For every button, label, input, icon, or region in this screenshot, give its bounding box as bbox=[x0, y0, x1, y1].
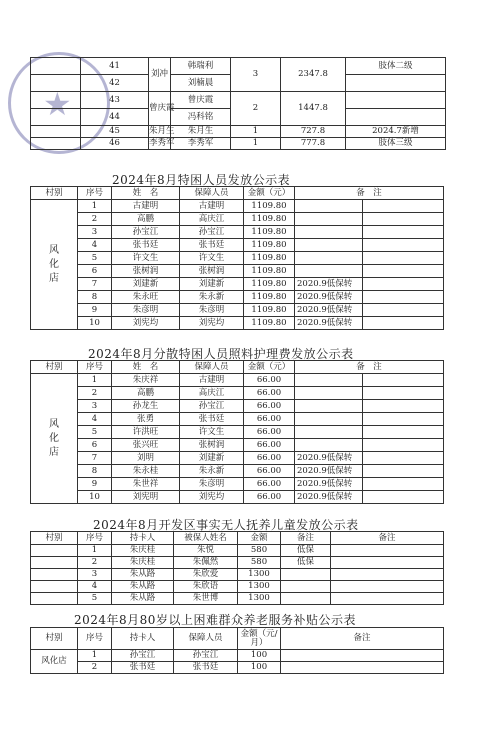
row-46-amount: 777.8 bbox=[281, 138, 346, 150]
row-46-person: 李秀军 bbox=[171, 138, 231, 150]
table2-cell-name: 刘宪明 bbox=[112, 491, 180, 504]
table2-cell-amount: 66.00 bbox=[244, 387, 295, 400]
table2-cell-person: 许文生 bbox=[180, 426, 244, 439]
table2-cell-note bbox=[295, 439, 363, 452]
table1-cell-person: 张书廷 bbox=[180, 239, 244, 252]
table1-header-village: 村别 bbox=[31, 187, 78, 200]
table2-cell-person: 高庆江 bbox=[180, 387, 244, 400]
table3-cell-village bbox=[31, 581, 78, 593]
table1-cell-no: 7 bbox=[78, 278, 112, 291]
table2-cell-amount: 66.00 bbox=[244, 374, 295, 387]
table2-cell-no: 6 bbox=[78, 439, 112, 452]
table1-cell-person: 古建明 bbox=[180, 200, 244, 213]
table3-cell-no: 3 bbox=[78, 569, 112, 581]
table2-header-person: 保障人员 bbox=[180, 361, 244, 374]
table2-cell-name: 张兴旺 bbox=[112, 439, 180, 452]
table2-header-amount: 金额（元） bbox=[244, 361, 295, 374]
table-row bbox=[31, 465, 444, 478]
table2-cell-amount: 66.00 bbox=[244, 439, 295, 452]
table-row bbox=[31, 557, 444, 569]
table2-cell-name: 孙龙生 bbox=[112, 400, 180, 413]
table2-cell-person: 朱彦明 bbox=[180, 478, 244, 491]
table3-header-note2: 备注 bbox=[331, 532, 444, 545]
table1-cell-no: 8 bbox=[78, 291, 112, 304]
table-row bbox=[31, 226, 444, 239]
table2-cell-person: 刘建新 bbox=[180, 452, 244, 465]
table2-header-village: 村别 bbox=[31, 361, 78, 374]
table4-header-amount: 金额（元/月） bbox=[238, 628, 281, 650]
table1-cell-no: 3 bbox=[78, 226, 112, 239]
table3-cell-note bbox=[281, 581, 331, 593]
table-row bbox=[31, 545, 444, 557]
table1-cell-note: 2020.9低保转 bbox=[295, 291, 363, 304]
row-41-no: 41 bbox=[81, 58, 149, 75]
table-row bbox=[31, 581, 444, 593]
table1-cell-name: 许文生 bbox=[112, 252, 180, 265]
table2-cell-person: 张书廷 bbox=[180, 413, 244, 426]
row-42-person: 刘楠晨 bbox=[171, 75, 231, 92]
row-43-amount: 1447.8 bbox=[281, 92, 346, 126]
row-41-village bbox=[31, 58, 81, 75]
table3-cell-extra bbox=[331, 569, 444, 581]
table-row bbox=[31, 278, 444, 291]
table2-cell-person: 孙宝江 bbox=[180, 400, 244, 413]
table4-header-holder: 持卡人 bbox=[112, 628, 174, 650]
table3-cell-person: 朱欣爱 bbox=[174, 569, 238, 581]
table2-cell-no: 8 bbox=[78, 465, 112, 478]
table3-cell-amount: 580 bbox=[238, 545, 281, 557]
table-row bbox=[31, 252, 444, 265]
table4-title: 2024年8月80岁以上困难群众养老服务补贴公示表 bbox=[74, 613, 356, 627]
row-44-no: 44 bbox=[81, 109, 149, 126]
table4-cell-amount: 100 bbox=[238, 662, 281, 674]
table1-header-amount: 金额（元） bbox=[244, 187, 295, 200]
table1-cell-no: 4 bbox=[78, 239, 112, 252]
table-row bbox=[31, 569, 444, 581]
table1-cell-note: 2020.9低保转 bbox=[295, 278, 363, 291]
table4-header-no: 序号 bbox=[78, 628, 112, 650]
table-row bbox=[31, 387, 444, 400]
table1-cell-amount: 1109.80 bbox=[244, 239, 295, 252]
table1-cell-extra bbox=[363, 291, 444, 304]
table2-cell-extra bbox=[363, 387, 444, 400]
table1-special-hardship bbox=[30, 186, 444, 330]
table3-cell-holder: 朱从路 bbox=[112, 593, 174, 605]
table2-cell-no: 7 bbox=[78, 452, 112, 465]
table2-cell-no: 10 bbox=[78, 491, 112, 504]
table-row bbox=[31, 239, 444, 252]
table2-cell-amount: 66.00 bbox=[244, 413, 295, 426]
row-41-note: 肢体二级 bbox=[346, 58, 446, 75]
table4-elderly-subsidy bbox=[30, 627, 444, 674]
table1-cell-no: 10 bbox=[78, 317, 112, 330]
table1-cell-amount: 1109.80 bbox=[244, 200, 295, 213]
table1-cell-extra bbox=[363, 278, 444, 291]
table2-cell-no: 9 bbox=[78, 478, 112, 491]
table2-cell-amount: 66.00 bbox=[244, 400, 295, 413]
table-row bbox=[31, 478, 444, 491]
table2-cell-note bbox=[295, 387, 363, 400]
table4-village: 风化店 bbox=[31, 650, 78, 674]
table1-cell-extra bbox=[363, 252, 444, 265]
table2-cell-person: 刘宪均 bbox=[180, 491, 244, 504]
table1-cell-amount: 1109.80 bbox=[244, 252, 295, 265]
table3-title: 2024年8月开发区事实无人抚养儿童发放公示表 bbox=[93, 518, 359, 532]
table1-cell-no: 2 bbox=[78, 213, 112, 226]
table3-cell-no: 5 bbox=[78, 593, 112, 605]
table-row bbox=[31, 374, 444, 387]
row-41-count: 3 bbox=[231, 58, 281, 92]
table2-cell-person: 张树润 bbox=[180, 439, 244, 452]
table2-title: 2024年8月分散特困人员照料护理费发放公示表 bbox=[88, 347, 354, 361]
table1-header-person: 保障人员 bbox=[180, 187, 244, 200]
table3-cell-note bbox=[281, 593, 331, 605]
table2-cell-name: 刘明 bbox=[112, 452, 180, 465]
table4-header-person: 保障人员 bbox=[174, 628, 238, 650]
table1-cell-person: 朱彦明 bbox=[180, 304, 244, 317]
table1-cell-no: 6 bbox=[78, 265, 112, 278]
row-43-holder: 曾庆霞 bbox=[149, 92, 171, 126]
table1-cell-name: 朱彦明 bbox=[112, 304, 180, 317]
table2-cell-amount: 66.00 bbox=[244, 452, 295, 465]
table3-cell-amount: 1300 bbox=[238, 581, 281, 593]
table2-cell-note: 2020.9低保转 bbox=[295, 478, 363, 491]
table1-cell-extra bbox=[363, 265, 444, 278]
table4-header-village: 村别 bbox=[31, 628, 78, 650]
table2-cell-note: 2020.9低保转 bbox=[295, 465, 363, 478]
table1-cell-note bbox=[295, 200, 363, 213]
table2-cell-name: 许洪旺 bbox=[112, 426, 180, 439]
table1-cell-note: 2020.9低保转 bbox=[295, 304, 363, 317]
table3-header-no: 序号 bbox=[78, 532, 112, 545]
table-row bbox=[31, 400, 444, 413]
table1-cell-extra bbox=[363, 226, 444, 239]
table1-cell-extra bbox=[363, 239, 444, 252]
table3-cell-person: 朱悦 bbox=[174, 545, 238, 557]
table1-cell-amount: 1109.80 bbox=[244, 317, 295, 330]
table2-village: 风化店 bbox=[31, 374, 78, 504]
table2-cell-extra bbox=[363, 465, 444, 478]
table2-cell-note bbox=[295, 426, 363, 439]
table3-cell-amount: 580 bbox=[238, 557, 281, 569]
star-icon: ★ bbox=[43, 85, 72, 123]
table1-cell-name: 古建明 bbox=[112, 200, 180, 213]
table2-cell-note: 2020.9低保转 bbox=[295, 491, 363, 504]
table1-cell-amount: 1109.80 bbox=[244, 226, 295, 239]
table2-cell-extra bbox=[363, 478, 444, 491]
table-row bbox=[31, 413, 444, 426]
table-row bbox=[31, 439, 444, 452]
table4-cell-person: 孙宝江 bbox=[174, 650, 238, 662]
table1-cell-amount: 1109.80 bbox=[244, 278, 295, 291]
top-continuation-table bbox=[30, 57, 446, 150]
row-46-no: 46 bbox=[81, 138, 149, 150]
table3-unsupported-children bbox=[30, 531, 444, 605]
table-row bbox=[31, 304, 444, 317]
table1-cell-name: 朱永旺 bbox=[112, 291, 180, 304]
table3-cell-amount: 1300 bbox=[238, 569, 281, 581]
table2-cell-no: 2 bbox=[78, 387, 112, 400]
table3-cell-note bbox=[281, 569, 331, 581]
row-46-holder: 李秀军 bbox=[149, 138, 175, 149]
row-41-person: 韩瑞利 bbox=[171, 58, 231, 75]
table2-cell-note bbox=[295, 413, 363, 426]
row-45-no: 45 bbox=[81, 126, 149, 138]
table1-header-note: 备 注 bbox=[295, 187, 444, 200]
table4-cell-no: 1 bbox=[78, 650, 112, 662]
table3-header-note1: 备注 bbox=[281, 532, 331, 545]
row-43-count: 2 bbox=[231, 92, 281, 126]
table-row bbox=[31, 213, 444, 226]
table1-cell-amount: 1109.80 bbox=[244, 213, 295, 226]
table3-cell-holder: 朱庆桂 bbox=[112, 545, 174, 557]
table2-cell-extra bbox=[363, 426, 444, 439]
table4-cell-amount: 100 bbox=[238, 650, 281, 662]
table-row bbox=[31, 426, 444, 439]
table1-cell-name: 高鹏 bbox=[112, 213, 180, 226]
table3-cell-village bbox=[31, 545, 78, 557]
table1-cell-extra bbox=[363, 213, 444, 226]
table-row bbox=[31, 265, 444, 278]
table4-cell-no: 2 bbox=[78, 662, 112, 674]
table-row bbox=[31, 452, 444, 465]
table1-cell-no: 9 bbox=[78, 304, 112, 317]
table3-cell-amount: 1300 bbox=[238, 593, 281, 605]
table2-cell-note: 2020.9低保转 bbox=[295, 452, 363, 465]
table3-cell-extra bbox=[331, 557, 444, 569]
table2-cell-amount: 66.00 bbox=[244, 491, 295, 504]
table3-cell-extra bbox=[331, 545, 444, 557]
table3-cell-extra bbox=[331, 593, 444, 605]
table-row bbox=[31, 491, 444, 504]
table3-cell-no: 1 bbox=[78, 545, 112, 557]
table2-cell-amount: 66.00 bbox=[244, 465, 295, 478]
table2-cell-amount: 66.00 bbox=[244, 426, 295, 439]
table4-cell-note bbox=[281, 662, 444, 674]
table1-cell-extra bbox=[363, 317, 444, 330]
table2-cell-extra bbox=[363, 400, 444, 413]
table3-cell-extra bbox=[331, 581, 444, 593]
table4-cell-note bbox=[281, 650, 444, 662]
table-row bbox=[31, 291, 444, 304]
table1-cell-name: 张书廷 bbox=[112, 239, 180, 252]
table3-cell-no: 4 bbox=[78, 581, 112, 593]
table2-header-note: 备 注 bbox=[295, 361, 444, 374]
table3-cell-holder: 朱从路 bbox=[112, 569, 174, 581]
table2-cell-note bbox=[295, 400, 363, 413]
table2-cell-extra bbox=[363, 374, 444, 387]
table1-cell-note bbox=[295, 252, 363, 265]
table1-cell-note bbox=[295, 265, 363, 278]
table2-cell-no: 3 bbox=[78, 400, 112, 413]
table1-cell-note bbox=[295, 226, 363, 239]
table3-header-village: 村别 bbox=[31, 532, 78, 545]
table-row bbox=[31, 593, 444, 605]
table4-cell-person: 张书廷 bbox=[174, 662, 238, 674]
table1-cell-person: 高庆江 bbox=[180, 213, 244, 226]
table-row bbox=[31, 200, 444, 213]
table2-cell-extra bbox=[363, 452, 444, 465]
table3-cell-village bbox=[31, 557, 78, 569]
table1-cell-note bbox=[295, 213, 363, 226]
row-41-amount: 2347.8 bbox=[281, 58, 346, 92]
table3-cell-no: 2 bbox=[78, 557, 112, 569]
table1-cell-name: 张树润 bbox=[112, 265, 180, 278]
table2-cell-name: 朱世祥 bbox=[112, 478, 180, 491]
row-45-holder: 朱月生 bbox=[149, 126, 175, 137]
table2-cell-no: 1 bbox=[78, 374, 112, 387]
table1-cell-person: 刘宪均 bbox=[180, 317, 244, 330]
table1-cell-person: 朱永新 bbox=[180, 291, 244, 304]
table2-cell-note bbox=[295, 374, 363, 387]
table3-cell-holder: 朱从路 bbox=[112, 581, 174, 593]
table3-header-amount: 金额 bbox=[238, 532, 281, 545]
table2-header-name: 姓 名 bbox=[112, 361, 180, 374]
row-46-count: 1 bbox=[231, 138, 281, 150]
row-46-note: 肢体三级 bbox=[346, 138, 446, 150]
table2-cell-extra bbox=[363, 413, 444, 426]
row-45-amount: 727.8 bbox=[281, 126, 346, 138]
table2-cell-name: 高鹏 bbox=[112, 387, 180, 400]
table1-cell-amount: 1109.80 bbox=[244, 291, 295, 304]
table1-cell-name: 刘建新 bbox=[112, 278, 180, 291]
table-row bbox=[31, 662, 444, 674]
table3-cell-holder: 朱庆桂 bbox=[112, 557, 174, 569]
table4-cell-holder: 张书廷 bbox=[112, 662, 174, 674]
table1-cell-amount: 1109.80 bbox=[244, 265, 295, 278]
table3-cell-person: 朱世博 bbox=[174, 593, 238, 605]
table2-cell-amount: 66.00 bbox=[244, 478, 295, 491]
table4-header-note: 备注 bbox=[281, 628, 444, 650]
table1-cell-name: 孙宝江 bbox=[112, 226, 180, 239]
table-row bbox=[31, 650, 444, 662]
table2-cell-person: 朱永新 bbox=[180, 465, 244, 478]
table1-cell-person: 许文生 bbox=[180, 252, 244, 265]
table1-cell-note bbox=[295, 239, 363, 252]
table1-village: 风化店 bbox=[31, 200, 78, 330]
row-41-holder: 刘冲 bbox=[149, 58, 171, 92]
table3-cell-village bbox=[31, 593, 78, 605]
table2-cell-person: 古建明 bbox=[180, 374, 244, 387]
table3-header-holder: 持卡人 bbox=[112, 532, 174, 545]
table1-cell-person: 孙宝江 bbox=[180, 226, 244, 239]
table3-header-person: 被保人姓名 bbox=[174, 532, 238, 545]
table4-cell-holder: 孙宝江 bbox=[112, 650, 174, 662]
table1-cell-extra bbox=[363, 200, 444, 213]
row-45-note: 2024.7新增 bbox=[346, 126, 446, 138]
table2-cell-no: 5 bbox=[78, 426, 112, 439]
table-row bbox=[31, 317, 444, 330]
table3-cell-note: 低保 bbox=[281, 545, 331, 557]
table1-cell-name: 刘宪均 bbox=[112, 317, 180, 330]
table2-cell-no: 4 bbox=[78, 413, 112, 426]
table2-cell-name: 朱永桂 bbox=[112, 465, 180, 478]
table3-cell-note: 低保 bbox=[281, 557, 331, 569]
table3-cell-person: 朱欣语 bbox=[174, 581, 238, 593]
table2-cell-extra bbox=[363, 491, 444, 504]
table2-header-no: 序号 bbox=[78, 361, 112, 374]
table1-cell-no: 1 bbox=[78, 200, 112, 213]
table1-cell-extra bbox=[363, 304, 444, 317]
table1-cell-amount: 1109.80 bbox=[244, 304, 295, 317]
row-45-count: 1 bbox=[231, 126, 281, 138]
table1-cell-no: 5 bbox=[78, 252, 112, 265]
table2-cell-name: 张勇 bbox=[112, 413, 180, 426]
row-44-person: 冯科铭 bbox=[171, 109, 231, 126]
table1-header-name: 姓 名 bbox=[112, 187, 180, 200]
row-43-no: 43 bbox=[81, 92, 149, 109]
table1-cell-person: 刘建新 bbox=[180, 278, 244, 291]
table3-cell-person: 朱佩然 bbox=[174, 557, 238, 569]
row-43-person: 曾庆霞 bbox=[171, 92, 231, 109]
table1-title: 2024年8月特困人员发放公示表 bbox=[112, 173, 291, 187]
table2-cell-extra bbox=[363, 439, 444, 452]
table1-cell-person: 张树润 bbox=[180, 265, 244, 278]
row-42-no: 42 bbox=[81, 75, 149, 92]
row-45-person: 朱月生 bbox=[171, 126, 231, 138]
table2-care-fee bbox=[30, 360, 444, 504]
table3-cell-village bbox=[31, 569, 78, 581]
table2-cell-name: 朱庆祥 bbox=[112, 374, 180, 387]
table1-cell-note: 2020.9低保转 bbox=[295, 317, 363, 330]
table1-header-no: 序号 bbox=[78, 187, 112, 200]
